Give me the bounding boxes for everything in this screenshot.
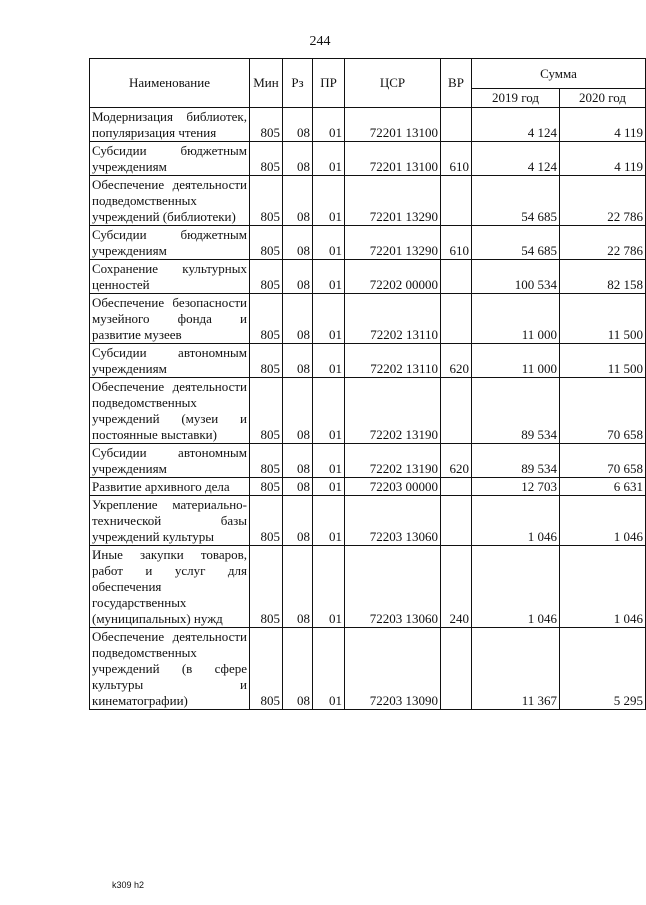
row-pr: 01 (313, 628, 345, 710)
row-name: Развитие архивного дела (90, 478, 250, 496)
row-vr: 240 (441, 546, 472, 628)
row-vr (441, 478, 472, 496)
table-row (90, 628, 646, 710)
row-pr: 01 (313, 496, 345, 546)
row-rz: 08 (283, 478, 313, 496)
row-vr (441, 260, 472, 294)
row-rz: 08 (283, 444, 313, 478)
row-sum-2020: 4 119 (560, 108, 646, 142)
row-sum-2020: 82 158 (560, 260, 646, 294)
row-min: 805 (250, 546, 283, 628)
row-name: Субсидии автономным учреждениям (90, 344, 250, 378)
row-sum-2019: 4 124 (472, 142, 560, 176)
row-vr (441, 496, 472, 546)
row-name: Обеспечение безопасности музейного фонда и развитие музеев (90, 294, 250, 344)
row-name: Сохранение культурных ценностей (90, 260, 250, 294)
row-vr: 610 (441, 226, 472, 260)
table-row (90, 546, 646, 628)
table-row (90, 344, 646, 378)
row-min: 805 (250, 176, 283, 226)
row-pr: 01 (313, 344, 345, 378)
row-csr: 72201 13100 (345, 108, 441, 142)
row-sum-2020: 11 500 (560, 294, 646, 344)
header-min: Мин (250, 59, 283, 108)
row-sum-2019: 12 703 (472, 478, 560, 496)
row-pr: 01 (313, 444, 345, 478)
row-csr: 72202 13190 (345, 444, 441, 478)
row-csr: 72201 13290 (345, 226, 441, 260)
row-sum-2020: 5 295 (560, 628, 646, 710)
row-rz: 08 (283, 344, 313, 378)
row-sum-2020: 1 046 (560, 546, 646, 628)
row-pr: 01 (313, 294, 345, 344)
row-sum-2019: 54 685 (472, 176, 560, 226)
page-number: 244 (309, 34, 331, 49)
row-csr: 72201 13100 (345, 142, 441, 176)
row-vr (441, 294, 472, 344)
row-pr: 01 (313, 378, 345, 444)
header-year-2019: 2019 год (472, 89, 560, 108)
row-pr: 01 (313, 176, 345, 226)
row-sum-2019: 89 534 (472, 444, 560, 478)
row-vr (441, 628, 472, 710)
row-sum-2020: 22 786 (560, 176, 646, 226)
row-sum-2020: 1 046 (560, 496, 646, 546)
row-rz: 08 (283, 142, 313, 176)
row-sum-2019: 11 000 (472, 344, 560, 378)
table-row (90, 496, 646, 546)
row-rz: 08 (283, 546, 313, 628)
row-min: 805 (250, 294, 283, 344)
row-sum-2020: 70 658 (560, 444, 646, 478)
row-rz: 08 (283, 378, 313, 444)
row-vr: 620 (441, 444, 472, 478)
table-row (90, 226, 646, 260)
row-rz: 08 (283, 108, 313, 142)
header-sum: Сумма (472, 59, 646, 89)
header-vr: ВР (441, 59, 472, 108)
row-sum-2019: 54 685 (472, 226, 560, 260)
table-row (90, 444, 646, 478)
row-min: 805 (250, 496, 283, 546)
row-min: 805 (250, 226, 283, 260)
header-year-2020: 2020 год (560, 89, 646, 108)
row-sum-2019: 4 124 (472, 108, 560, 142)
row-sum-2019: 100 534 (472, 260, 560, 294)
row-name: Обеспечение деятельности подведомственных учреждений (музеи и постоянные выставки) (90, 378, 250, 444)
table-row (90, 260, 646, 294)
row-pr: 01 (313, 142, 345, 176)
row-csr: 72202 13110 (345, 294, 441, 344)
row-csr: 72203 13060 (345, 496, 441, 546)
row-pr: 01 (313, 226, 345, 260)
header-rz: Рз (283, 59, 313, 108)
row-pr: 01 (313, 108, 345, 142)
row-min: 805 (250, 378, 283, 444)
row-min: 805 (250, 444, 283, 478)
row-pr: 01 (313, 546, 345, 628)
row-name: Иные закупки товаров, работ и услуг для обеспечения государственных (муниципальных) нужд (90, 546, 250, 628)
row-rz: 08 (283, 628, 313, 710)
row-min: 805 (250, 142, 283, 176)
table-row (90, 108, 646, 142)
row-min: 805 (250, 478, 283, 496)
table-row (90, 378, 646, 444)
header-name: Наименование (90, 59, 250, 108)
footer-code: k309 h2 (112, 880, 145, 890)
row-csr: 72202 00000 (345, 260, 441, 294)
row-sum-2019: 11 000 (472, 294, 560, 344)
row-csr: 72201 13290 (345, 176, 441, 226)
row-csr: 72203 13060 (345, 546, 441, 628)
row-sum-2020: 70 658 (560, 378, 646, 444)
row-vr: 610 (441, 142, 472, 176)
row-vr (441, 176, 472, 226)
row-sum-2019: 1 046 (472, 496, 560, 546)
row-min: 805 (250, 260, 283, 294)
row-rz: 08 (283, 496, 313, 546)
row-sum-2019: 1 046 (472, 546, 560, 628)
header-pr: ПР (313, 59, 345, 108)
row-name: Обеспечение деятельности подведомственных учреждений (в сфере культуры и кинематографии) (90, 628, 250, 710)
row-sum-2020: 11 500 (560, 344, 646, 378)
row-sum-2019: 89 534 (472, 378, 560, 444)
header-csr: ЦСР (345, 59, 441, 108)
row-pr: 01 (313, 260, 345, 294)
row-sum-2019: 11 367 (472, 628, 560, 710)
row-sum-2020: 4 119 (560, 142, 646, 176)
row-pr: 01 (313, 478, 345, 496)
row-vr (441, 378, 472, 444)
table-row (90, 294, 646, 344)
row-vr: 620 (441, 344, 472, 378)
row-sum-2020: 6 631 (560, 478, 646, 496)
row-csr: 72202 13110 (345, 344, 441, 378)
table-row (90, 142, 646, 176)
budget-table (89, 58, 646, 710)
row-csr: 72203 13090 (345, 628, 441, 710)
row-vr (441, 108, 472, 142)
row-csr: 72203 00000 (345, 478, 441, 496)
row-name: Обеспечение деятельности подведомственных учреждений (библиотеки) (90, 176, 250, 226)
row-rz: 08 (283, 176, 313, 226)
row-name: Укрепление материально-технической базы учреждений культуры (90, 496, 250, 546)
row-name: Модернизация библиотек, популяризация чтения (90, 108, 250, 142)
row-rz: 08 (283, 260, 313, 294)
row-min: 805 (250, 344, 283, 378)
row-rz: 08 (283, 294, 313, 344)
table-row (90, 478, 646, 496)
row-csr: 72202 13190 (345, 378, 441, 444)
row-name: Субсидии бюджетным учреждениям (90, 142, 250, 176)
row-min: 805 (250, 108, 283, 142)
row-rz: 08 (283, 226, 313, 260)
row-sum-2020: 22 786 (560, 226, 646, 260)
table-row (90, 176, 646, 226)
row-name: Субсидии бюджетным учреждениям (90, 226, 250, 260)
row-min: 805 (250, 628, 283, 710)
row-name: Субсидии автономным учреждениям (90, 444, 250, 478)
